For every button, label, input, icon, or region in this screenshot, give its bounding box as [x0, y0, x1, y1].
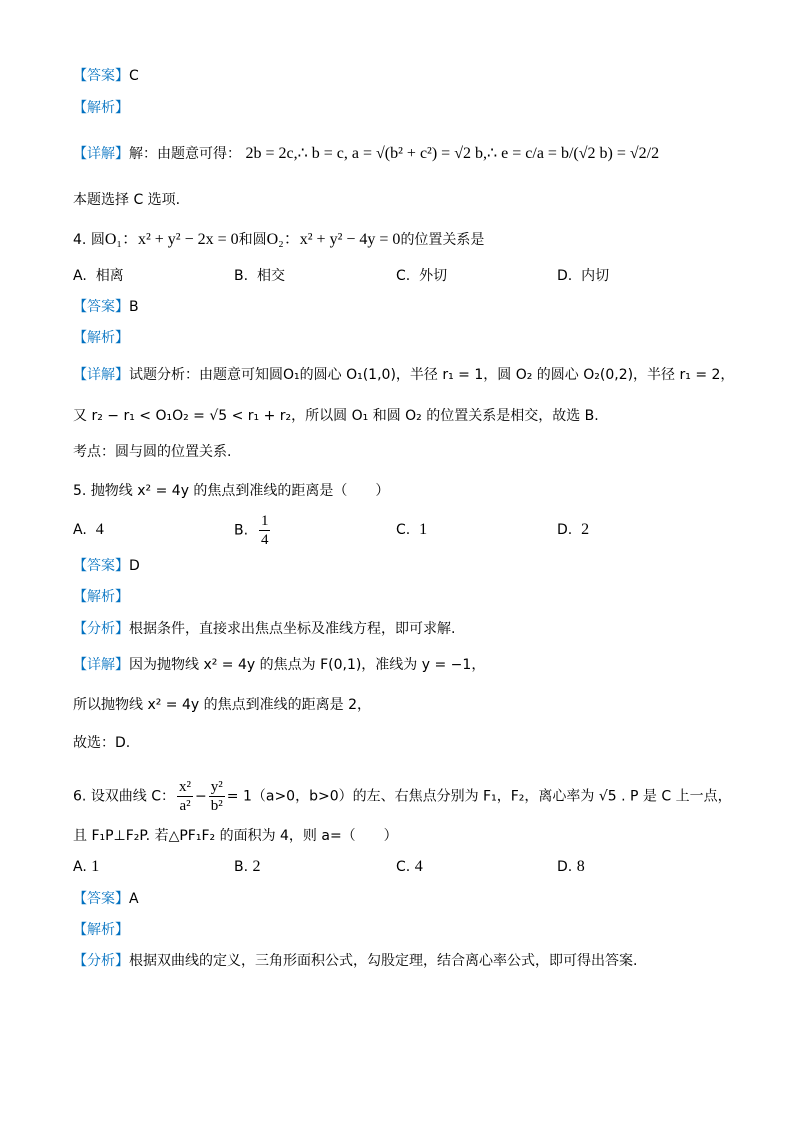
answer-tag: 【答案】: [73, 68, 129, 84]
q6-fenxi-line: [73, 951, 637, 971]
q5-option-c: [396, 520, 427, 540]
q3-analysis-tag: [73, 98, 129, 118]
q5-detail-line-1: [73, 655, 485, 675]
q6-option-d: [557, 857, 585, 877]
detail-tag: 【详解】: [73, 367, 129, 383]
option-label: B.: [234, 522, 249, 539]
q4-kaodian: 考点：圆与圆的位置关系.: [73, 444, 232, 460]
option-text: 4: [414, 858, 423, 875]
q4-detail-line-2: 又 r₂ − r₁ < O₁O₂ = √5 < r₁ + r₂，所以圆 O₁ 和圆 O₂ 的位置关系是相交，故选 B.: [73, 408, 599, 424]
q4-stem: [73, 230, 484, 250]
fraction-y: [209, 778, 225, 815]
stem-text-a: 设双曲线 C：: [90, 788, 176, 805]
fraction-numerator: x²: [179, 779, 192, 795]
q5-option-d: [557, 520, 589, 540]
q4-option-d: [557, 266, 609, 286]
detail-math: 2b = 2c,∴ b = c, a = √(b² + c²) = √2 b,∴ e = c/a = b/(√2 b) = √2/2: [245, 145, 660, 162]
stem-text: 抛物线 x² = 4y 的焦点到准线的距离是（ ）: [90, 483, 390, 499]
stem-text-b: = 1（a>0，b>0）的左、右焦点分别为 F₁，F₂，离心率为 √5 . P 是 C 上一点，: [226, 788, 732, 805]
question-number: 5.: [73, 483, 87, 499]
option-text: 2: [252, 858, 261, 875]
option-fraction: [259, 512, 271, 549]
answer-value: D: [129, 558, 140, 574]
answer-tag: 【答案】: [73, 558, 129, 574]
option-text: 8: [576, 858, 585, 875]
option-label: D.: [557, 268, 573, 284]
detail-text: 解：由题意可得：: [129, 146, 241, 162]
question-number: 4.: [73, 232, 87, 248]
q4-analysis-tag: [73, 328, 129, 348]
option-text: 内切: [581, 268, 610, 284]
q4-option-c: [396, 266, 447, 286]
analysis-tag: 【解析】: [73, 922, 129, 938]
q4-option-b: [234, 266, 285, 286]
option-text: 1: [91, 858, 100, 875]
fenxi-tag: 【分析】: [73, 953, 129, 969]
q6-option-a: [73, 857, 99, 877]
option-text: 相交: [256, 268, 285, 284]
q3-detail-line: [73, 144, 659, 164]
option-label: A.: [73, 522, 87, 538]
q4-answer-line: [73, 297, 139, 317]
answer-value: B: [129, 299, 139, 315]
option-label: D.: [557, 522, 573, 538]
fraction-numerator: 1: [260, 513, 269, 529]
fenxi-text: 根据条件，直接求出焦点坐标及准线方程，即可求解.: [129, 621, 456, 637]
fraction-denominator: a²: [179, 798, 191, 814]
option-label: D.: [557, 859, 573, 875]
q6-stem-line-1: 6. 设双曲线 C： $\frac{\text{x²}}{\text{a²}}$ − $\frac{\text{y²}}{\text{b²}}$ = 1（a>0，b>0）的左、右焦点分别为 F₁，F₂，离心率为 √5 . P 是 C 上一点，: [73, 779, 732, 814]
answer-tag: 【答案】: [73, 299, 129, 315]
fraction-denominator: 4: [260, 532, 269, 548]
answer-value: A: [129, 891, 139, 907]
option-label: B.: [234, 859, 249, 875]
option-label: A.: [73, 859, 87, 875]
option-text: 2: [581, 521, 590, 538]
option-label: C.: [396, 268, 411, 284]
option-label: C.: [396, 522, 411, 538]
fraction-numerator: y²: [210, 779, 223, 795]
option-text: 相离: [95, 268, 124, 284]
option-text: 1: [419, 521, 428, 538]
q5-conclusion: 故选：D.: [73, 735, 131, 751]
q6-stem-line-2: 且 F₁P⊥F₂P. 若△PF₁F₂ 的面积为 4，则 a=（ ）: [73, 828, 398, 844]
analysis-tag: 【解析】: [73, 589, 129, 605]
q3-conclusion: 本题选择 C 选项.: [73, 192, 181, 208]
stem-mid: 和圆: [238, 232, 267, 248]
option-text: 外切: [419, 268, 448, 284]
q6-answer-line: [73, 889, 139, 909]
circle1-equation: O₁：x² + y² − 2x = 0: [104, 231, 239, 248]
option-label: A.: [73, 268, 87, 284]
q5-fenxi-line: [73, 619, 455, 639]
q6-option-b: [234, 857, 261, 877]
detail-text: 因为抛物线 x² = 4y 的焦点为 F(0,1)，准线为 y = −1，: [129, 657, 486, 673]
detail-text: 试题分析：由题意可知圆O₁的圆心 O₁(1,0)，半径 r₁ = 1，圆 O₂ 的圆心 O₂(0,2)，半径 r₁ = 2，: [129, 367, 735, 383]
analysis-tag: 【解析】: [73, 100, 129, 116]
fenxi-tag: 【分析】: [73, 621, 129, 637]
stem-suffix: 的位置关系是: [400, 232, 485, 248]
q5-answer-line: [73, 556, 140, 576]
q5-analysis-tag: [73, 587, 129, 607]
detail-tag: 【详解】: [73, 657, 129, 673]
stem-prefix: 圆: [90, 232, 105, 248]
fraction-x: [177, 778, 193, 815]
answer-value: C: [129, 68, 139, 84]
q3-answer-line: [73, 66, 139, 86]
q5-option-b: [234, 512, 272, 549]
q6-option-c: [396, 857, 423, 877]
answer-tag: 【答案】: [73, 891, 129, 907]
option-text: 4: [95, 521, 104, 538]
q6-analysis-tag: [73, 920, 129, 940]
fenxi-text: 根据双曲线的定义，三角形面积公式，勾股定理，结合离心率公式，即可得出答案.: [129, 953, 638, 969]
question-number: 6.: [73, 788, 87, 805]
detail-tag: 【详解】: [73, 146, 129, 162]
analysis-tag: 【解析】: [73, 330, 129, 346]
q5-stem: [73, 481, 389, 501]
fraction-denominator: b²: [210, 798, 223, 814]
q5-detail-line-2: 所以抛物线 x² = 4y 的焦点到准线的距离是 2，: [73, 697, 371, 713]
option-label: B.: [234, 268, 249, 284]
q4-option-a: [73, 266, 124, 286]
q4-detail-line-1: [73, 365, 734, 385]
option-label: C.: [396, 859, 411, 875]
circle2-equation: O₂：x² + y² − 4y = 0: [266, 231, 401, 248]
q5-option-a: [73, 520, 104, 540]
